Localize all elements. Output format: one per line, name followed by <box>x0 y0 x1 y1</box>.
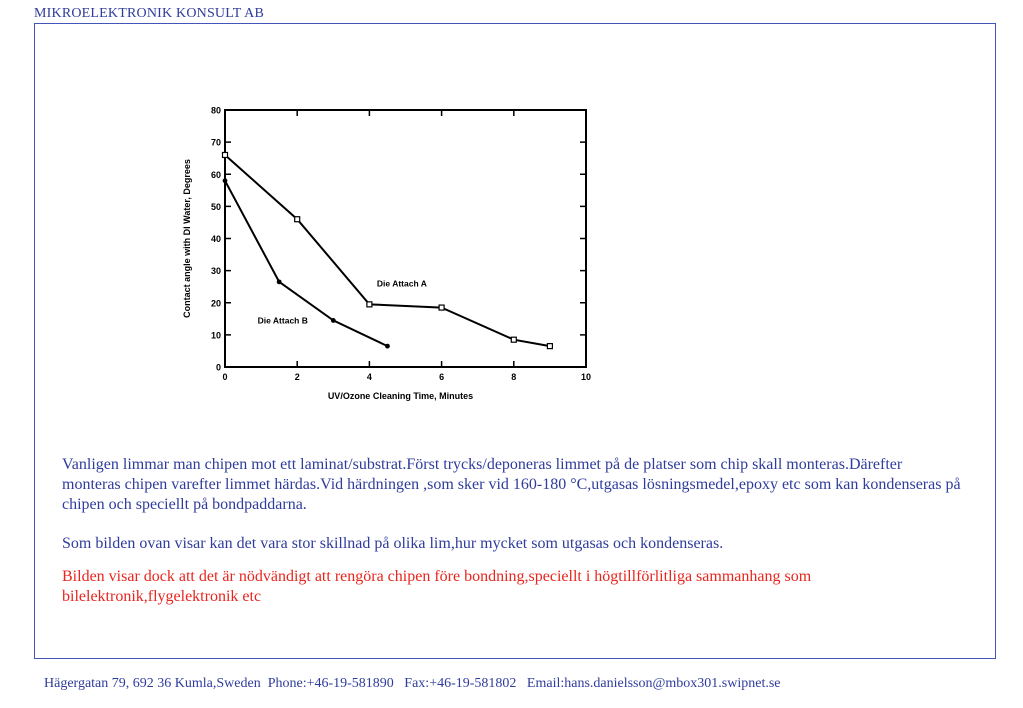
y-tick-label-40: 40 <box>210 234 221 244</box>
series-label-2: Die Attach B <box>257 315 308 326</box>
plot-frame <box>225 110 586 367</box>
paragraph-outgassing: Som bilden ovan visar kan det vara stor skillnad på olika lim,hur mycket som utgasas och kondenseras. <box>62 535 724 552</box>
x-axis-label: UV/Ozone Cleaning Time, Minutes <box>327 391 474 401</box>
paragraph-cleaning-note: Bilden visar dock att det är nödvändigt att rengöra chipen före bondning,speciellt i högtillförlitliga sammanhang som bilelektronik,flygelektronik etc <box>62 568 812 605</box>
series-2-point-2 <box>331 318 336 323</box>
x-tick-label-4: 4 <box>366 372 372 382</box>
series-2-point-1 <box>277 279 282 284</box>
y-tick-label-60: 60 <box>210 169 221 180</box>
company-name: MIKROELEKTRONIK KONSULT AB <box>34 6 264 21</box>
x-tick-label-2: 2 <box>294 372 300 382</box>
series-label-1: Die Attach A <box>376 278 427 289</box>
y-tick-label-80: 80 <box>210 105 221 116</box>
x-tick-label-10: 10 <box>580 372 592 382</box>
x-tick-label-0: 0 <box>222 372 228 382</box>
series-2-point-3 <box>385 344 390 349</box>
series-1-point-4 <box>511 337 516 342</box>
series-1-point-1 <box>295 217 300 222</box>
y-tick-label-10: 10 <box>210 330 221 341</box>
y-tick-label-70: 70 <box>210 137 221 148</box>
x-tick-label-8: 8 <box>511 372 517 382</box>
y-tick-label-20: 20 <box>210 298 221 309</box>
series-1-point-2 <box>367 302 372 307</box>
footer-contact: Hägergatan 79, 692 36 Kumla,Sweden Phone:+46-19-581890 Fax:+46-19-581802 Email:hans.danielsson@mbox301.swipnet.se <box>44 676 781 691</box>
series-1-point-0 <box>223 152 228 157</box>
paragraph-die-attach: Vanligen limmar man chipen mot ett laminat/substrat.Först trycks/deponeras limmet på de platser som chip skall monteras.Därefter monteras chipen varefter limmet härdas.Vid härdningen ,som sker vid 160-180 °C,utgasas lösningsmedel,epoxy etc som kan kondenseras på chipen och speciellt på bondpaddarna. <box>62 456 961 513</box>
series-1-point-3 <box>439 305 444 310</box>
y-tick-label-50: 50 <box>210 201 221 212</box>
y-axis-label: Contact angle with DI Water, Degrees <box>182 159 192 318</box>
y-tick-label-30: 30 <box>210 266 221 277</box>
series-1-point-5 <box>547 344 552 349</box>
series-2-point-0 <box>223 178 228 183</box>
y-tick-label-0: 0 <box>215 362 221 373</box>
contact-angle-chart <box>172 100 612 410</box>
x-tick-label-6: 6 <box>439 372 445 382</box>
